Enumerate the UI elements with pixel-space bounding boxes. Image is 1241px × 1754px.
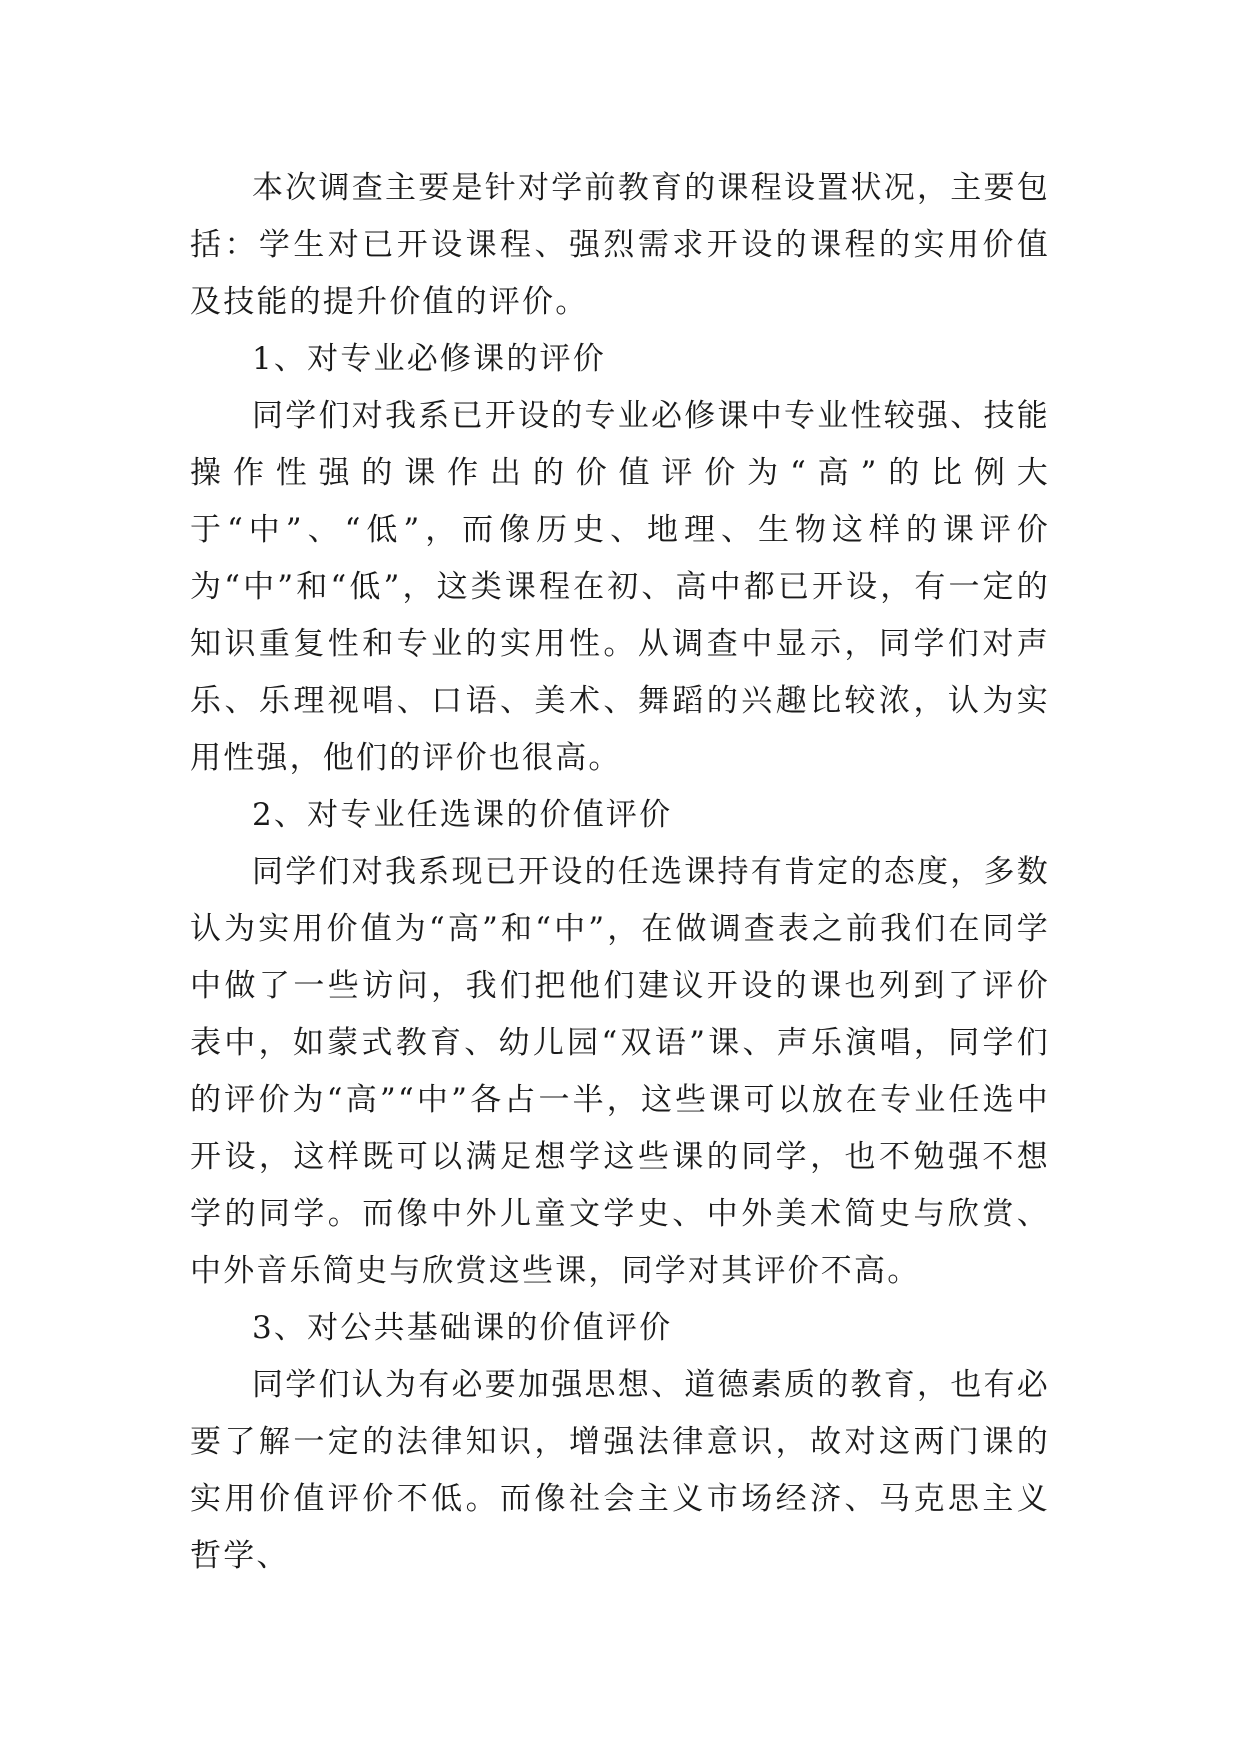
section-paragraph-3: 同学们认为有必要加强思想、道德素质的教育，也有必要了解一定的法律知识，增强法律意识，故对这两门课的实用价值评价不低。而像社会主义市场经济、马克思主义哲学、 <box>190 1367 1050 1574</box>
section-heading-3: 3、对公共基础课的价值评价 <box>252 1310 673 1346</box>
section-paragraph-1: 同学们对我系已开设的专业必修课中专业性较强、技能操作性强的课作出的价值评价为“高”的比例大于“中”、“低”，而像历史、地理、生物这样的课评价为“中”和“低”，这类课程在初、高中都已开设，有一定的知识重复性和专业的实用性。从调查中显示，同学们对声乐、乐理视唱、口语、美术、舞蹈的兴趣比较浓，认为实用性强，他们的评价也很高。 <box>190 398 1050 776</box>
document-body <box>190 160 1050 1585</box>
section-paragraph-2: 同学们对我系现已开设的任选课持有肯定的态度，多数认为实用价值为“高”和“中”，在做调查表之前我们在同学中做了一些访问，我们把他们建议开设的课也列到了评价表中，如蒙式教育、幼儿园“双语”课、声乐演唱，同学们的评价为“高”“中”各占一半，这些课可以放在专业任选中开设，这样既可以满足想学这些课的同学，也不勉强不想学的同学。而像中外儿童文学史、中外美术简史与欣赏、中外音乐简史与欣赏这些课，同学对其评价不高。 <box>190 854 1050 1289</box>
section-heading-2: 2、对专业任选课的价值评价 <box>252 797 673 833</box>
intro-paragraph: 本次调查主要是针对学前教育的课程设置状况，主要包括：学生对已开设课程、强烈需求开设的课程的实用价值及技能的提升价值的评价。 <box>190 170 1050 320</box>
section-heading-1: 1、对专业必修课的评价 <box>252 341 606 377</box>
